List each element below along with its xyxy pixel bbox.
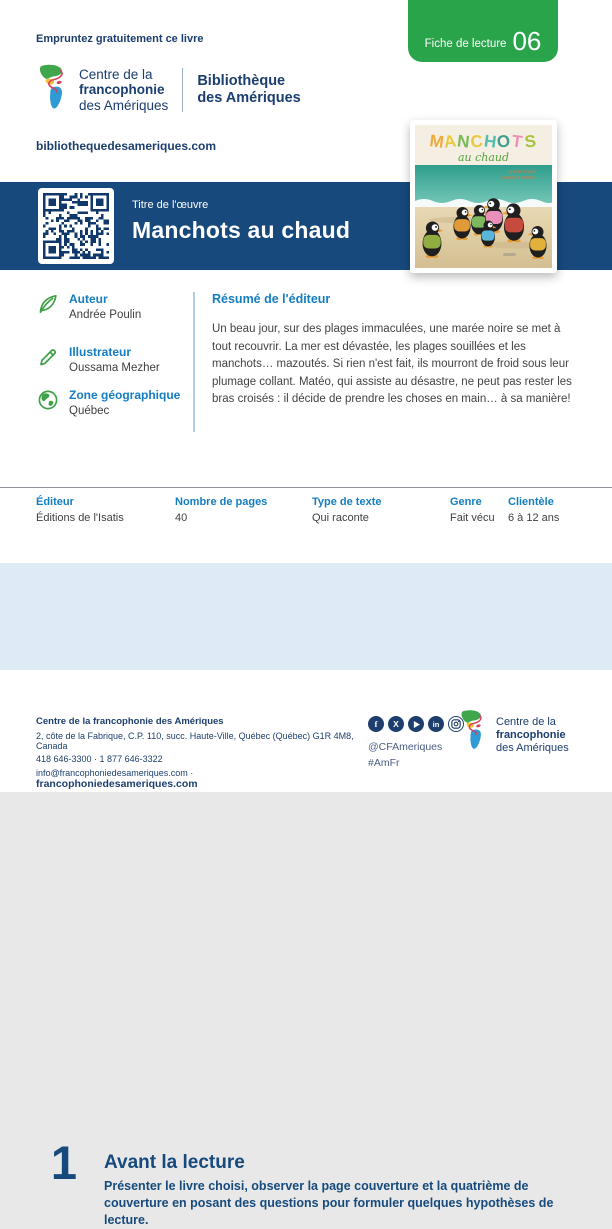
meta-text-type xyxy=(312,496,382,524)
meta-label: Type de texte xyxy=(312,496,382,508)
footer-web-line xyxy=(36,768,356,790)
section-number: 1 xyxy=(50,1136,78,1189)
meta-label: Clientèle xyxy=(508,496,554,508)
footer-email-link[interactable]: info@francophoniedesameriques.com xyxy=(36,767,188,778)
meta-label: Éditeur xyxy=(36,496,74,508)
lib-line2: des Amériques xyxy=(197,90,301,106)
footer-phones: 418 646-3300 · 1 877 646-3322 xyxy=(36,754,163,764)
americas-map-icon xyxy=(458,709,488,756)
fiche-number-badge xyxy=(408,0,558,62)
footer-separator: · xyxy=(190,767,194,778)
badge-label: Fiche de lecture xyxy=(424,38,507,50)
meta-value: 40 xyxy=(175,512,188,524)
zone-item xyxy=(36,388,196,417)
meta-audience xyxy=(508,496,559,524)
illustrator-label: Illustrateur xyxy=(69,345,132,359)
footer-logo-line1: Centre de la xyxy=(496,716,556,728)
lib-line1: Bibliothèque xyxy=(197,73,286,89)
author-value: Andrée Poulin xyxy=(69,309,142,321)
footer-address: 2, côte de la Fabrique, C.P. 110, succ. Haute-Ville, Québec (Québec) G1R 4M8, Canada xyxy=(36,730,354,751)
footer-logo-text xyxy=(496,716,569,756)
book-title: Manchots au chaud xyxy=(132,217,351,243)
svg-text:M: M xyxy=(428,131,445,152)
meta-label: Genre xyxy=(450,496,482,508)
quill-icon xyxy=(36,292,60,316)
footer-contact-block xyxy=(36,716,356,790)
cover-author: Andrée Poulin xyxy=(508,169,536,174)
summary-heading: Résumé de l'éditeur xyxy=(212,292,331,306)
footer-website-link[interactable]: francophoniedesameriques.com xyxy=(36,777,198,790)
svg-text:O: O xyxy=(495,131,512,152)
qr-code xyxy=(38,188,114,264)
svg-text:S: S xyxy=(523,131,538,152)
org-logo-text xyxy=(79,67,168,114)
zone-label: Zone géographique xyxy=(69,388,181,402)
publisher-summary xyxy=(212,292,578,409)
meta-pages xyxy=(175,496,267,524)
illustrator-value: Oussama Mezher xyxy=(69,362,160,374)
section-text: Présenter le livre choisi, observer la page couverture et la quatrième de couverture en posant des questions pour formuler quelques hypothèses de lecture. xyxy=(104,1179,554,1227)
meta-value: 6 à 12 ans xyxy=(508,512,560,524)
library-website-link[interactable]: bibliothequedesameriques.com xyxy=(36,139,217,153)
svg-text:N: N xyxy=(456,131,471,152)
americas-map-icon xyxy=(36,63,70,117)
footer-logo xyxy=(458,709,569,756)
horizontal-rule xyxy=(0,487,612,488)
meta-value: Fait vécu xyxy=(450,512,495,524)
cover-illustrator: Oussama Mezher xyxy=(501,175,536,180)
svg-text:H: H xyxy=(483,131,498,152)
svg-text:T: T xyxy=(510,131,524,152)
facebook-icon[interactable]: f xyxy=(368,716,384,732)
header-logo xyxy=(36,63,301,117)
banner-label: Titre de l'œuvre xyxy=(132,199,209,211)
author-label: Auteur xyxy=(69,292,108,306)
top-note: Empruntez gratuitement ce livre xyxy=(36,33,204,45)
zone-value: Québec xyxy=(69,405,110,417)
pencil-icon xyxy=(36,345,60,369)
linkedin-icon[interactable]: in xyxy=(428,716,444,732)
library-logo-text xyxy=(197,73,300,107)
org-line3: des Amériques xyxy=(79,97,169,113)
book-cover-art xyxy=(415,125,552,268)
summary-text: Un beau jour, sur des plages immaculées, une marée noire se met à tout recouvrir. La mer est dévastée, les plages souillées et les manchots… mazoutés. Si rien n'est fait, ils mourront de froid sous leur plumage collant. Matéo, qui assiste au désastre, ne peut pas rester les bras croisés : il décide de prendre les choses en main… à sa manière! xyxy=(212,323,572,405)
meta-value: Qui raconte xyxy=(312,512,369,524)
footer-logo-line2: francophonie xyxy=(496,729,566,741)
meta-label: Nombre de pages xyxy=(175,496,268,508)
x-icon[interactable]: X xyxy=(388,716,404,732)
svg-text:C: C xyxy=(469,131,484,152)
globe-icon xyxy=(36,388,60,412)
section-title: Avant la lecture xyxy=(104,1152,245,1173)
logo-divider xyxy=(182,68,183,112)
meta-value: Éditions de l'Isatis xyxy=(36,512,124,524)
org-line1: Centre de la xyxy=(79,66,153,82)
footer-org-name: Centre de la francophonie des Amériques xyxy=(36,716,224,727)
banner-text xyxy=(132,199,350,244)
book-cover-image xyxy=(410,120,557,273)
social-handle[interactable]: @CFAmeriques xyxy=(368,741,443,753)
badge-number: 06 xyxy=(512,26,542,56)
publisher-mark xyxy=(503,253,516,256)
footer-logo-line3: des Amériques xyxy=(496,742,569,754)
social-hashtag[interactable]: #AmFr xyxy=(368,757,400,769)
illustrator-item xyxy=(36,345,196,374)
meta-publisher xyxy=(36,496,124,524)
svg-text:A: A xyxy=(442,131,458,152)
cover-subtitle: au chaud xyxy=(457,151,510,164)
meta-genre xyxy=(450,496,495,524)
author-item xyxy=(36,292,196,321)
org-line2: francophonie xyxy=(79,82,165,98)
column-divider xyxy=(193,292,195,432)
youtube-icon[interactable] xyxy=(408,716,424,732)
